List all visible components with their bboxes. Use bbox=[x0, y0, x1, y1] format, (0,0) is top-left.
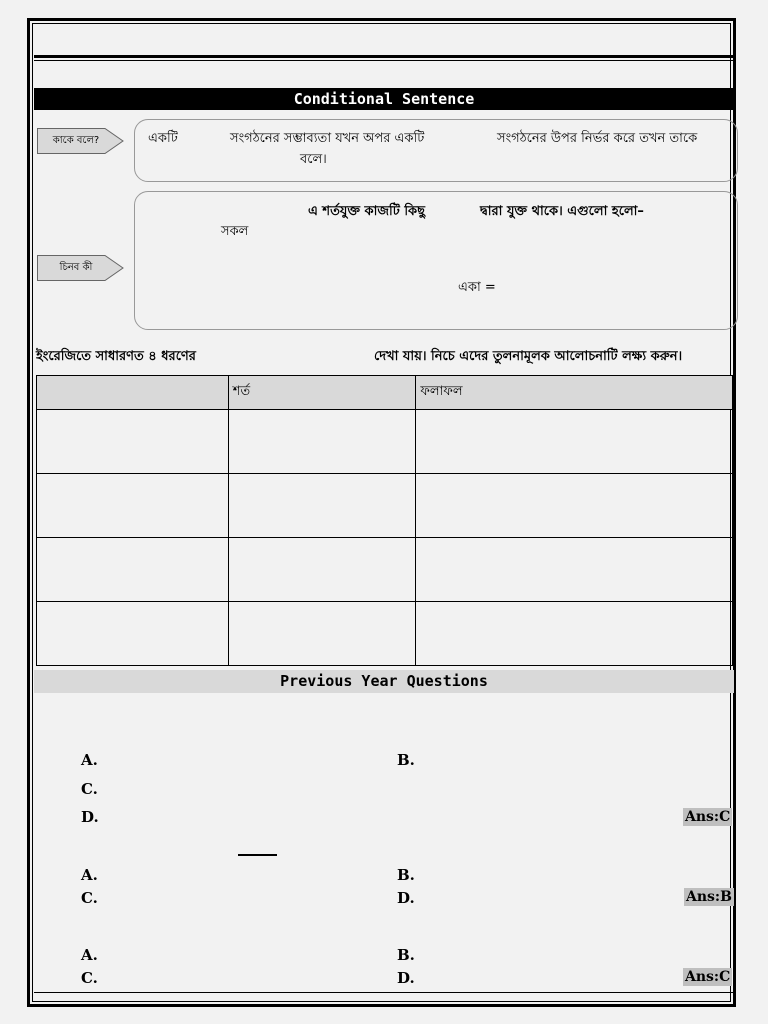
table-cell bbox=[228, 474, 416, 538]
option-label: B. bbox=[397, 751, 415, 769]
option-label: B. bbox=[397, 866, 415, 884]
page-title: Conditional Sentence bbox=[34, 88, 734, 110]
definition-tag bbox=[37, 128, 125, 154]
table-cell bbox=[228, 538, 416, 602]
option-label: D. bbox=[397, 969, 415, 987]
answer-badge: Ans:B bbox=[686, 889, 732, 905]
table-cell bbox=[416, 602, 733, 666]
header-rule-thin bbox=[34, 60, 734, 61]
option-label: D. bbox=[81, 808, 99, 826]
table-cell bbox=[416, 538, 733, 602]
table-cell bbox=[37, 410, 229, 474]
table-row bbox=[37, 474, 733, 538]
table-header-cell: ফলাফল bbox=[416, 376, 733, 410]
footer-rule bbox=[34, 992, 734, 993]
table-cell bbox=[416, 474, 733, 538]
identify-text: একা = bbox=[458, 280, 496, 295]
identify-text: এ শর্তযুক্ত কাজটি কিছু bbox=[308, 204, 426, 219]
intro-text: ইংরেজিতে সাধারণত ৪ ধরণের bbox=[36, 349, 196, 364]
option-label: B. bbox=[397, 946, 415, 964]
option-label: C. bbox=[81, 780, 98, 798]
table-row bbox=[37, 410, 733, 474]
definition-text: সংগঠনের সম্ভাব্যতা যখন অপর একটি bbox=[230, 131, 425, 146]
option-label: A. bbox=[81, 946, 98, 964]
identify-tag bbox=[37, 255, 125, 281]
table-cell bbox=[416, 410, 733, 474]
option-label: A. bbox=[81, 866, 98, 884]
option-label: D. bbox=[397, 889, 415, 907]
answer-badge: Ans:C bbox=[685, 809, 731, 825]
table-cell bbox=[37, 538, 229, 602]
answer-badge: Ans:C bbox=[685, 969, 731, 985]
identify-text: সকল bbox=[221, 224, 249, 239]
option-label: C. bbox=[81, 969, 98, 987]
table-row bbox=[37, 602, 733, 666]
option-label: C. bbox=[81, 889, 98, 907]
table-cell bbox=[228, 602, 416, 666]
table-cell bbox=[37, 602, 229, 666]
pyq-title: Previous Year Questions bbox=[34, 670, 734, 693]
blank-line bbox=[238, 854, 277, 856]
identify-box bbox=[134, 191, 738, 330]
table-cell bbox=[228, 410, 416, 474]
table-row bbox=[37, 538, 733, 602]
option-label: A. bbox=[81, 751, 98, 769]
intro-text: দেখা যায়। নিচে এদের তুলনামূলক আলোচনাটি লক্ষ্য করুন। bbox=[374, 349, 683, 364]
definition-tag-label: কাকে বলে? bbox=[52, 135, 100, 146]
comparison-table bbox=[36, 375, 733, 666]
definition-text: বলে। bbox=[300, 152, 327, 167]
table-header-cell: শর্ত bbox=[228, 376, 416, 410]
identify-tag-label: চিনব কী bbox=[59, 262, 93, 273]
definition-text: সংগঠনের উপর নির্ভর করে তখন তাকে bbox=[497, 131, 698, 146]
identify-text: দ্বারা যুক্ত থাকে। এগুলো হলো– bbox=[480, 204, 644, 219]
table-header-row bbox=[37, 376, 733, 410]
header-rule bbox=[34, 55, 734, 58]
table-header-cell bbox=[37, 376, 229, 410]
table-cell bbox=[37, 474, 229, 538]
definition-text: একটি bbox=[148, 131, 178, 146]
